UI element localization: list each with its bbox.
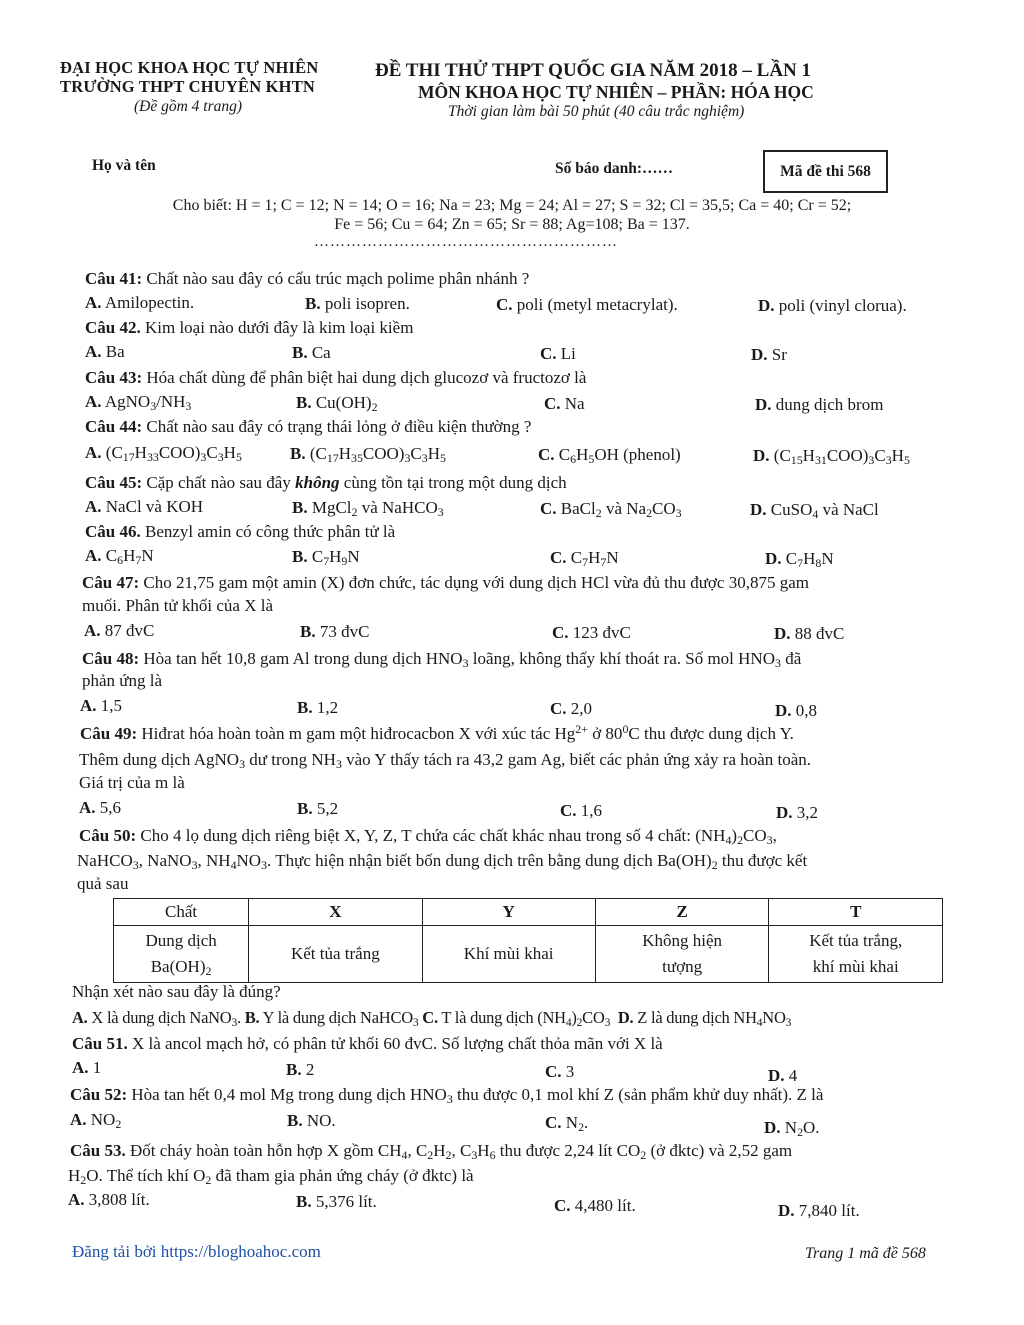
q47-option-d: D. 88 đvC: [774, 624, 845, 643]
q51-option-a: A. 1: [72, 1058, 102, 1077]
constants-line-1: Cho biết: H = 1; C = 12; N = 14; O = 16; Na = 23; Mg = 24; Al = 27; S = 32; Cl = 35,5; Ca = 40; Cr = 52;: [172, 197, 852, 214]
q51-option-c: C. 3: [545, 1062, 575, 1081]
q52-option-c: C. $N_2$.: [545, 1113, 589, 1134]
question-50-line-3: quả sau: [77, 874, 129, 893]
q49-option-c: C. 1,6: [560, 801, 603, 820]
table-cell: Không hiện tượng: [595, 926, 769, 983]
question-52: Câu 52: Hòa tan hết 0,4 mol Mg trong dung dịch $HNO_3$ thu được 0,1 mol khí Z (sản phẩm khử duy nhất). Z là: [70, 1085, 824, 1106]
school-name: TRƯỜNG THPT CHUYÊN KHTN: [60, 77, 316, 96]
question-50-remark: Nhận xét nào sau đây là đúng?: [72, 982, 281, 1001]
q52-option-a: A. $NO_2$: [70, 1110, 122, 1131]
table-col-header: Z: [595, 899, 769, 926]
candidate-id-label: Số báo danh:……: [555, 160, 674, 177]
question-48: Câu 48: Hòa tan hết 10,8 gam Al trong dung dịch $HNO_3$ loãng, không thấy khí thoát ra. Số mol $HNO_3$ đã: [82, 649, 802, 670]
q53-option-c: C. 4,480 lít.: [554, 1196, 636, 1215]
q47-option-b: B. 73 đvC: [300, 622, 370, 641]
q43-option-b: B. $Cu(OH)_2$: [296, 393, 378, 414]
table-cell: Kết tủa trắng, khí mùi khai: [769, 926, 943, 983]
q47-option-c: C. 123 đvC: [552, 623, 631, 642]
question-51: Câu 51. X là ancol mạch hở, có phân tử khối 60 đvC. Số lượng chất thỏa mãn với X là: [72, 1034, 663, 1053]
q51-option-d: D. 4: [768, 1066, 798, 1085]
q45-option-b: B. MgCl$_2$ và NaHCO$_3$: [292, 498, 444, 519]
exam-title: ĐỀ THI THỬ THPT QUỐC GIA NĂM 2018 – LẦN 1: [375, 60, 812, 81]
table-col-header: Y: [422, 899, 595, 926]
q41-option-d: D. poli (vinyl clorua).: [758, 296, 907, 315]
question-42: Câu 42. Kim loại nào dưới đây là kim loại kiềm: [85, 318, 414, 337]
q49-option-d: D. 3,2: [776, 803, 819, 822]
table-row-label: Dung dịch $Ba(OH)_2$: [114, 926, 249, 983]
table-col-header: T: [769, 899, 943, 926]
question-48-line-2: phản ứng là: [82, 671, 163, 690]
question-46: Câu 46. Benzyl amin có công thức phân tử là: [85, 522, 396, 541]
exam-code: Mã đề thi 568: [780, 162, 871, 180]
q52-option-d: D. $N_2O$.: [764, 1118, 820, 1139]
q49-option-a: A. 5,6: [79, 798, 122, 817]
table-corner-cell: Chất: [114, 899, 249, 926]
source-link[interactable]: Đăng tải bởi https://bloghoahoc.com: [72, 1242, 321, 1261]
q45-option-c: C. BaCl$_2$ và $Na_2CO_3$: [540, 499, 682, 520]
subject-title: MÔN KHOA HỌC TỰ NHIÊN – PHẦN: HÓA HỌC: [418, 82, 814, 102]
q48-option-c: C. 2,0: [550, 699, 593, 718]
q46-option-c: C. $C_7H_7N$: [550, 548, 619, 569]
q52-option-b: B. NO.: [287, 1111, 336, 1130]
question-47: Câu 47: Cho 21,75 gam một amin (X) đơn chức, tác dụng với dung dịch HCl vừa đủ thu được 30,875 gam: [82, 573, 809, 592]
table-header-row: [114, 899, 943, 926]
question-43: Câu 43: Hóa chất dùng để phân biệt hai dung dịch glucozơ và fructozơ là: [85, 368, 587, 387]
q44-option-c: C. $C_6H_5OH$ (phenol): [538, 445, 681, 466]
candidate-name-label: Họ và tên: [92, 157, 156, 174]
q53-option-a: A. 3,808 lít.: [68, 1190, 150, 1209]
q50-option-a: A. X là dung dịch NaNO$_3$.: [72, 1008, 241, 1029]
q46-option-a: A. $C_6H_7N$: [85, 546, 154, 567]
q43-option-c: C. Na: [544, 394, 585, 413]
q41-option-b: B. poli isopren.: [305, 294, 410, 313]
q43-option-d: D. dung dịch brom: [755, 395, 884, 414]
question-50: Câu 50: Cho 4 lọ dung dịch riêng biệt X, Y, Z, T chứa các chất khác nhau trong số 4 chất: $(NH_4)_2CO_3$,: [79, 826, 777, 847]
q44-option-a: A. $(C_{17}H_{33}COO)_3C_3H_5$: [85, 443, 242, 464]
table-cell: Kết tủa trắng: [249, 926, 422, 983]
question-49-line-3: Giá trị của m là: [79, 773, 185, 792]
table-row: [114, 926, 943, 983]
q44-option-b: B. $(C_{17}H_{35}COO)_3C_3H_5$: [290, 444, 446, 465]
identification-table: [113, 898, 943, 983]
question-49-line-2: Thêm dung dịch AgNO$_3$ dư trong $NH_3$ vào Y thấy tách ra 43,2 gam Ag, biết các phản ứng xảy ra hoàn toàn.: [79, 750, 812, 771]
q42-option-a: A. Ba: [85, 342, 125, 361]
q46-option-b: B. $C_7H_9N$: [292, 547, 360, 568]
university-name: ĐẠI HỌC KHOA HỌC TỰ NHIÊN: [60, 58, 319, 77]
question-49: Câu 49: Hiđrat hóa hoàn toàn m gam một hiđrocacbon X với xúc tác $Hg^{2+}$ ở $80^0C$ thu được dung dịch Y.: [80, 722, 794, 743]
q48-option-d: D. 0,8: [775, 701, 818, 720]
q50-options: [72, 1008, 791, 1028]
question-41: Câu 41: Chất nào sau đây có cấu trúc mạch polime phân nhánh ?: [85, 269, 530, 288]
q46-option-d: D. $C_7H_8N$: [765, 549, 834, 570]
table-col-header: X: [249, 899, 422, 926]
question-44: Câu 44: Chất nào sau đây có trạng thái lỏng ở điều kiện thường ?: [85, 417, 532, 436]
exam-duration: Thời gian làm bài 50 phút (40 câu trắc nghiệm): [448, 103, 745, 120]
question-45: Câu 45: Cặp chất nào sau đây không cùng tồn tại trong một dung dịch: [85, 473, 567, 492]
q49-option-b: B. 5,2: [297, 799, 339, 818]
q44-option-d: D. $(C_{15}H_{31}COO)_3C_3H_5$: [753, 446, 910, 467]
page-number: Trang 1 mã đề 568: [805, 1245, 926, 1262]
q43-option-a: A. $AgNO_3/NH_3$: [85, 392, 192, 413]
q51-option-b: B. 2: [286, 1060, 315, 1079]
q47-option-a: A. 87 đvC: [84, 621, 155, 640]
q41-option-c: C. poli (metyl metacrylat).: [496, 295, 678, 314]
question-47-line-2: muối. Phân tử khối của X là: [82, 596, 273, 615]
q53-option-b: B. 5,376 lít.: [296, 1192, 377, 1211]
pages-note: (Đề gồm 4 trang): [134, 98, 243, 115]
q50-option-d: D. Z là dung dịch $NH_4NO_3$: [617, 1008, 792, 1029]
q45-option-d: D. CuSO$_4$ và NaCl: [750, 500, 879, 521]
q42-option-b: B. Ca: [292, 343, 331, 362]
q50-option-b: B. Y là dung dịch NaHCO$_3$: [244, 1008, 419, 1029]
q48-option-a: A. 1,5: [80, 696, 123, 715]
q41-option-a: A. Amilopectin.: [85, 293, 195, 312]
q42-option-c: C. Li: [540, 344, 576, 363]
constants-line-2: Fe = 56; Cu = 64; Zn = 65; Sr = 88; Ag=108; Ba = 137.: [334, 216, 690, 233]
header-separator: …………………………………………………: [314, 234, 618, 250]
question-53-line-2: $H_2O$. Thể tích khí $O_2$ đã tham gia phản ứng cháy (ở đktc) là: [68, 1166, 474, 1187]
question-50-line-2: NaHCO$_3$, NaNO$_3$, $NH_4NO_3$. Thực hiện nhận biết bốn dung dịch trên bằng dung dịch $Ba(OH)_2$ thu được kết: [77, 851, 808, 872]
q50-option-c: C. T là dung dịch $(NH_4)_2CO_3$: [422, 1008, 611, 1029]
exam-code-box: [763, 150, 888, 193]
table-cell: Khí mùi khai: [422, 926, 595, 983]
question-53: Câu 53. Đốt cháy hoàn toàn hỗn hợp X gồm $CH_4$, $C_2H_2$, $C_3H_6$ thu được 2,24 lít $CO_2$ (ở đktc) và 2,52 gam: [70, 1141, 793, 1162]
q42-option-d: D. Sr: [751, 345, 787, 364]
q48-option-b: B. 1,2: [297, 698, 339, 717]
q53-option-d: D. 7,840 lít.: [778, 1201, 860, 1220]
q45-option-a: A. NaCl và KOH: [85, 497, 204, 516]
